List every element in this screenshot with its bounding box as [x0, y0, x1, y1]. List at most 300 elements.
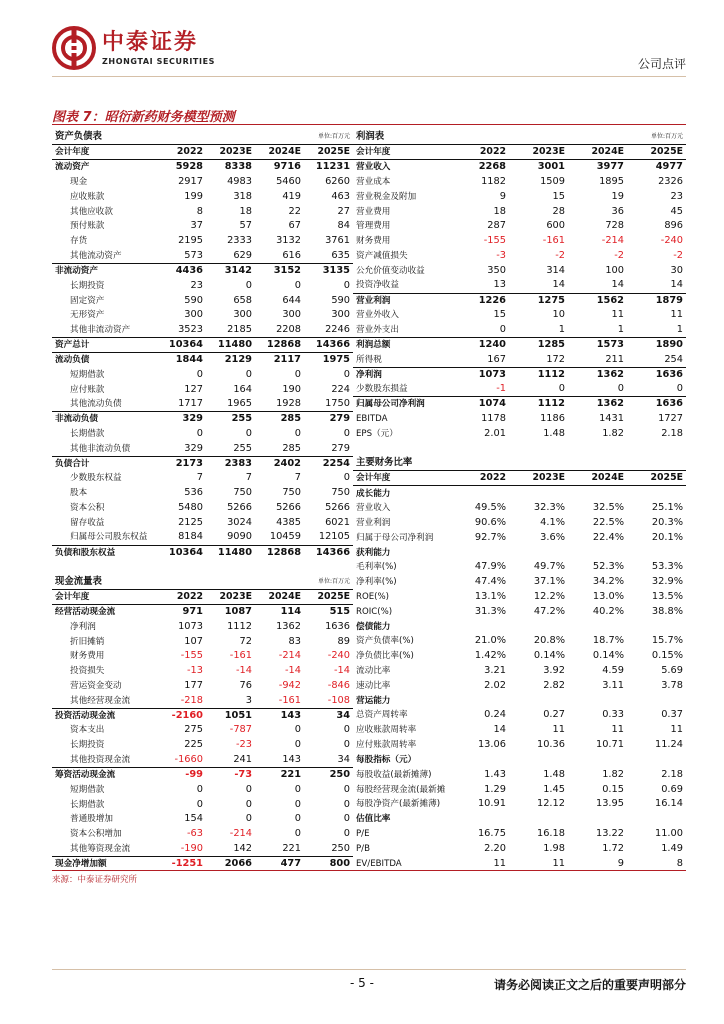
row-value: 0: [343, 368, 351, 380]
row-label: 营业收入: [356, 162, 391, 173]
header-divider: [52, 76, 686, 77]
row-value: 0: [294, 724, 302, 736]
row-value: 11.00: [654, 827, 684, 839]
row-label: 财务费用: [70, 651, 105, 662]
row-label: 流动资产: [55, 162, 90, 173]
table-row: [353, 293, 686, 308]
table-row: [353, 308, 686, 323]
table-row: [52, 530, 353, 545]
row-label: P/B: [356, 843, 370, 854]
row-label: 资本公积: [70, 503, 105, 514]
row-value: 13.06: [477, 739, 506, 751]
row-value: 11: [670, 309, 684, 321]
row-value: -63: [186, 828, 203, 840]
row-value: 9090: [227, 531, 253, 543]
row-value: 8: [676, 857, 684, 869]
row-value: 18.7%: [592, 635, 625, 647]
row-value: 32.3%: [533, 502, 566, 514]
row-label: EV/EBITDA: [356, 858, 402, 869]
year-header: 2025E: [304, 590, 353, 605]
year-header: 2022: [450, 471, 509, 486]
row-value: 2.18: [661, 427, 684, 439]
table-row: [353, 160, 686, 175]
row-value: 1562: [568, 293, 627, 308]
row-value: 5266: [227, 502, 253, 514]
row-value: 221: [282, 842, 302, 854]
row-value: 11: [611, 724, 625, 736]
row-value: 11: [670, 724, 684, 736]
table-row: [353, 827, 686, 842]
brand-logo: [52, 26, 215, 70]
row-value: 1.43: [484, 768, 506, 780]
table-row: [353, 723, 686, 738]
row-value: 616: [282, 249, 302, 261]
row-value: 1.98: [543, 842, 566, 854]
row-value: 10.91: [477, 798, 506, 810]
row-value: 0: [196, 368, 203, 380]
row-value: 2.01: [484, 427, 506, 439]
row-label: 短期借款: [70, 369, 105, 380]
row-value: 10459: [269, 531, 302, 543]
row-value: 0.15%: [651, 650, 684, 662]
table-row: [353, 367, 686, 382]
row-label: 营业税金及附加: [356, 191, 417, 202]
ratio-group-row: [353, 619, 686, 634]
row-value: 1112: [509, 367, 568, 382]
row-value: 142: [233, 842, 253, 854]
table-row: [353, 530, 686, 545]
row-value: 254: [664, 353, 684, 365]
row-value: 13.22: [595, 827, 625, 839]
row-value: 5928: [175, 161, 203, 173]
row-value: 34: [337, 753, 351, 765]
table-row: [353, 412, 686, 427]
year-header: 2024E: [568, 471, 627, 486]
table-row: [353, 204, 686, 219]
row-label: 其他非流动负债: [70, 443, 131, 454]
table-row: [52, 278, 353, 293]
row-value: 279: [304, 412, 353, 427]
spacer-row: [353, 441, 686, 456]
row-value: 2333: [227, 235, 253, 247]
row-value: 971: [182, 606, 203, 618]
table-title: 现金流量表: [55, 575, 102, 587]
row-value: 14: [670, 279, 684, 291]
row-label: 营运资金变动: [70, 681, 122, 692]
row-label: 非流动负债: [52, 412, 157, 427]
row-label: 负债合计: [52, 456, 157, 471]
table-row: [353, 352, 686, 367]
table-row: [52, 219, 353, 234]
row-label: 管理费用: [356, 221, 391, 232]
row-value: 7: [245, 472, 253, 484]
row-value: 1879: [627, 293, 686, 308]
table-row: [353, 501, 686, 516]
row-label: 净利润: [353, 367, 450, 382]
row-label: 长期投资: [70, 280, 105, 291]
row-value: 4.1%: [540, 516, 566, 528]
row-value: 1636: [325, 620, 351, 632]
row-value: 1.49: [661, 842, 684, 854]
table-row: [52, 634, 353, 649]
row-value: 287: [487, 220, 506, 232]
row-label: 投资净收益: [356, 280, 399, 291]
row-value: 23: [670, 190, 684, 202]
row-value: 1226: [450, 293, 509, 308]
row-value: 1636: [627, 397, 686, 412]
table-title: 主要财务比率: [356, 457, 413, 469]
year-header: 2024E: [255, 145, 304, 160]
spacer-row: [52, 560, 353, 575]
row-value: 14: [493, 724, 506, 736]
year-header: 2023E: [509, 145, 568, 160]
column-header-row: [353, 145, 686, 160]
table-row: [52, 175, 353, 190]
table-row: [52, 367, 353, 382]
table-row: [353, 249, 686, 264]
year-header: 2022: [157, 145, 206, 160]
row-value: 0: [245, 428, 253, 440]
row-value: 3001: [537, 161, 566, 173]
ratio-group-row: [353, 812, 686, 827]
row-value: 127: [184, 383, 203, 395]
table-row: [353, 219, 686, 234]
row-value: 4977: [655, 161, 684, 173]
row-value: 40.2%: [592, 605, 625, 617]
table-row: [52, 605, 353, 620]
table-row: [52, 456, 353, 471]
row-value: 0: [343, 813, 351, 825]
row-value: 47.2%: [533, 605, 566, 617]
row-value: 0: [294, 739, 302, 751]
zhongtai-logo-icon: [52, 26, 96, 70]
row-value: 5266: [276, 502, 302, 514]
row-value: 36: [611, 205, 625, 217]
row-value: 3135: [304, 264, 353, 279]
row-value: 100: [605, 264, 625, 276]
row-value: 300: [331, 309, 351, 321]
row-value: 0.69: [661, 783, 684, 795]
row-value: 1362: [568, 367, 627, 382]
row-value: 5460: [276, 176, 302, 188]
row-label: 总资产周转率: [356, 710, 408, 721]
table-row: [52, 501, 353, 516]
row-value: 2195: [178, 235, 203, 247]
table-row: [52, 338, 353, 353]
row-value: 15: [493, 309, 506, 321]
row-value: 1.82: [602, 427, 625, 439]
table-row: [52, 441, 353, 456]
row-value: -214: [229, 828, 253, 840]
table-row: [353, 264, 686, 279]
row-value: 5266: [325, 502, 351, 514]
year-header: 2022: [157, 590, 206, 605]
row-value: 14366: [304, 338, 353, 353]
table-row: [52, 753, 353, 768]
row-label: 财务费用: [356, 236, 391, 247]
table-row: [52, 189, 353, 204]
row-value: 8338: [224, 161, 253, 173]
table-row: [52, 782, 353, 797]
table-row: [353, 426, 686, 441]
row-value: 143: [282, 753, 302, 765]
year-header: 2022: [450, 145, 509, 160]
row-value: 25.1%: [651, 502, 684, 514]
row-label: 无形资产: [70, 310, 105, 321]
row-label: 利润总额: [353, 338, 450, 353]
brand-name-en: ZHONGTAI SECURITIES: [102, 56, 215, 66]
row-label: 普通股增加: [70, 814, 113, 825]
row-value: 329: [157, 412, 206, 427]
row-value: 800: [304, 856, 353, 871]
ratio-group-title: 成长能力: [356, 488, 391, 499]
column-header-label: 会计年度: [52, 590, 157, 605]
row-value: 2125: [178, 516, 203, 528]
row-value: 463: [331, 190, 351, 202]
row-value: 255: [233, 442, 253, 454]
row-value: 11: [611, 309, 625, 321]
row-value: 419: [282, 190, 302, 202]
table-row: [353, 664, 686, 679]
row-label: 净利润: [70, 621, 96, 632]
row-value: -14: [334, 665, 351, 677]
unit-label: 单位:百万元: [317, 133, 351, 141]
row-value: 2246: [325, 323, 351, 335]
table-row: [52, 619, 353, 634]
row-value: 0: [617, 383, 625, 395]
row-value: 3152: [255, 264, 304, 279]
row-label: 其他经营现金流: [70, 695, 131, 706]
row-value: 0: [343, 279, 351, 291]
table-row: [52, 812, 353, 827]
column-header-label: 会计年度: [52, 145, 157, 160]
row-label: 其他筹资现金流: [70, 843, 131, 854]
row-value: 14: [611, 279, 625, 291]
row-value: 1844: [157, 353, 206, 368]
row-value: 53.3%: [651, 561, 684, 573]
page-number: - 5 -: [350, 976, 374, 990]
row-value: 1240: [450, 338, 509, 353]
row-value: -155: [180, 650, 203, 662]
row-value: 10364: [157, 338, 206, 353]
row-value: 2.20: [484, 842, 506, 854]
row-label: 资产减值损失: [356, 251, 408, 262]
table-row: [52, 516, 353, 531]
row-value: 300: [184, 309, 203, 321]
row-value: 590: [331, 294, 351, 306]
row-value: 13.0%: [592, 590, 625, 602]
row-value: -2: [614, 250, 625, 262]
table-row: [52, 693, 353, 708]
row-value: 590: [184, 294, 203, 306]
table-row: [52, 723, 353, 738]
table-row: [52, 308, 353, 323]
row-value: 9716: [273, 161, 302, 173]
row-value: 1362: [568, 397, 627, 412]
table-row: [353, 767, 686, 782]
row-value: 1051: [206, 708, 255, 723]
row-value: -190: [180, 842, 203, 854]
row-label: ROE(%): [356, 591, 390, 602]
row-value: 190: [282, 383, 302, 395]
row-value: 83: [288, 635, 302, 647]
row-label: 每股净资产(最新摊薄): [356, 799, 441, 810]
row-value: 0: [294, 783, 302, 795]
table-row: [353, 604, 686, 619]
row-value: 3132: [276, 235, 302, 247]
row-value: 30: [670, 264, 684, 276]
row-value: 0: [343, 739, 351, 751]
row-label: 每股经营现金流(最新摊: [356, 784, 446, 795]
row-value: 211: [605, 353, 625, 365]
table-row: [52, 160, 353, 175]
row-value: 0: [343, 798, 351, 810]
row-value: 1073: [450, 367, 509, 382]
row-value: 285: [255, 412, 304, 427]
table-row: [52, 293, 353, 308]
row-value: 0.37: [661, 709, 684, 721]
row-value: 0: [245, 279, 253, 291]
table-row: [52, 249, 353, 264]
row-value: 6260: [325, 176, 351, 188]
row-value: 92.7%: [474, 531, 506, 543]
row-value: 16.75: [477, 827, 506, 839]
table-row: [52, 382, 353, 397]
row-value: 0.14%: [533, 650, 566, 662]
row-value: 47.4%: [474, 576, 506, 588]
year-header: 2024E: [255, 590, 304, 605]
row-value: 11: [552, 724, 566, 736]
row-value: 644: [282, 294, 302, 306]
row-value: 536: [184, 487, 203, 499]
row-value: 0: [245, 813, 253, 825]
row-value: 0.14%: [592, 650, 625, 662]
row-label: 负债和股东权益: [52, 545, 157, 560]
table-row: [52, 412, 353, 427]
table-row: [52, 471, 353, 486]
row-value: 2208: [276, 323, 302, 335]
table-bottom-divider: [52, 870, 686, 871]
row-value: 20.8%: [533, 635, 566, 647]
row-value: 7: [196, 472, 203, 484]
row-value: 1186: [540, 413, 566, 425]
table-row: [353, 175, 686, 190]
row-label: 流动比率: [356, 666, 391, 677]
row-value: 3.78: [661, 679, 684, 691]
row-value: -1251: [157, 856, 206, 871]
row-value: 225: [184, 739, 203, 751]
table-row: [52, 797, 353, 812]
row-value: 1.42%: [474, 650, 506, 662]
row-label: 少数股东权益: [70, 473, 122, 484]
row-value: 275: [184, 724, 203, 736]
row-label: 净利率(%): [356, 577, 397, 588]
row-value: 1750: [325, 398, 351, 410]
row-value: 199: [184, 190, 203, 202]
row-value: 18: [493, 205, 506, 217]
row-label: 营业外支出: [356, 324, 399, 335]
row-value: 9: [499, 190, 506, 202]
row-value: 2.82: [543, 679, 566, 691]
row-value: -214: [601, 235, 625, 247]
row-value: -2160: [157, 708, 206, 723]
row-label: 长期借款: [70, 429, 105, 440]
row-value: 22: [288, 205, 302, 217]
table-title-row: [52, 130, 353, 145]
row-value: 221: [255, 768, 304, 783]
row-value: 250: [304, 768, 353, 783]
table-row: [52, 204, 353, 219]
row-value: -161: [542, 235, 566, 247]
table-row: [52, 664, 353, 679]
year-header: 2023E: [206, 590, 255, 605]
row-value: 300: [233, 309, 253, 321]
row-label: 归属于母公司净利润: [356, 532, 434, 543]
row-value: 1: [617, 323, 625, 335]
row-label: 速动比率: [356, 680, 391, 691]
row-value: 67: [288, 220, 302, 232]
row-value: 10364: [157, 545, 206, 560]
row-value: 114: [280, 606, 302, 618]
row-value: 3761: [325, 235, 351, 247]
row-value: 285: [282, 442, 302, 454]
row-label: 长期投资: [70, 740, 105, 751]
row-value: 0: [294, 279, 302, 291]
row-value: 49.7%: [533, 561, 566, 573]
row-label: 资产总计: [52, 338, 157, 353]
row-value: 28: [552, 205, 566, 217]
row-value: 0: [294, 798, 302, 810]
row-value: 3: [245, 694, 253, 706]
row-value: -161: [278, 694, 302, 706]
row-value: 13.95: [595, 798, 625, 810]
row-value: 1.82: [602, 768, 625, 780]
balance-cashflow-table: [52, 130, 353, 871]
row-label: EBITDA: [356, 414, 388, 425]
row-value: 0: [196, 783, 203, 795]
row-label: 净负债比率(%): [356, 651, 414, 662]
row-label: 现金: [70, 177, 88, 188]
row-value: 2185: [227, 323, 253, 335]
row-label: 短期借款: [70, 784, 105, 795]
row-value: 12868: [255, 338, 304, 353]
row-value: 164: [233, 383, 253, 395]
row-value: 2268: [478, 161, 506, 173]
row-value: 10: [552, 309, 566, 321]
row-label: 营业成本: [356, 177, 391, 188]
row-value: 1895: [599, 176, 625, 188]
row-value: 15: [552, 190, 566, 202]
table-row: [52, 708, 353, 723]
row-value: 31.3%: [474, 605, 506, 617]
row-value: 0.24: [484, 709, 506, 721]
table-row: [353, 189, 686, 204]
row-value: -1: [496, 383, 506, 395]
row-label: EPS（元）: [356, 428, 398, 439]
row-value: 2326: [658, 176, 684, 188]
row-value: 172: [546, 353, 566, 365]
row-value: 13: [493, 279, 506, 291]
row-value: 2.02: [484, 679, 506, 691]
column-header-row: [52, 590, 353, 605]
row-value: 1: [558, 323, 566, 335]
ratio-group-title: 偿债能力: [356, 621, 391, 632]
row-value: 750: [282, 487, 302, 499]
row-value: 329: [184, 442, 203, 454]
table-row: [353, 397, 686, 412]
row-value: 600: [546, 220, 566, 232]
row-label: 其他非流动资产: [70, 324, 131, 335]
